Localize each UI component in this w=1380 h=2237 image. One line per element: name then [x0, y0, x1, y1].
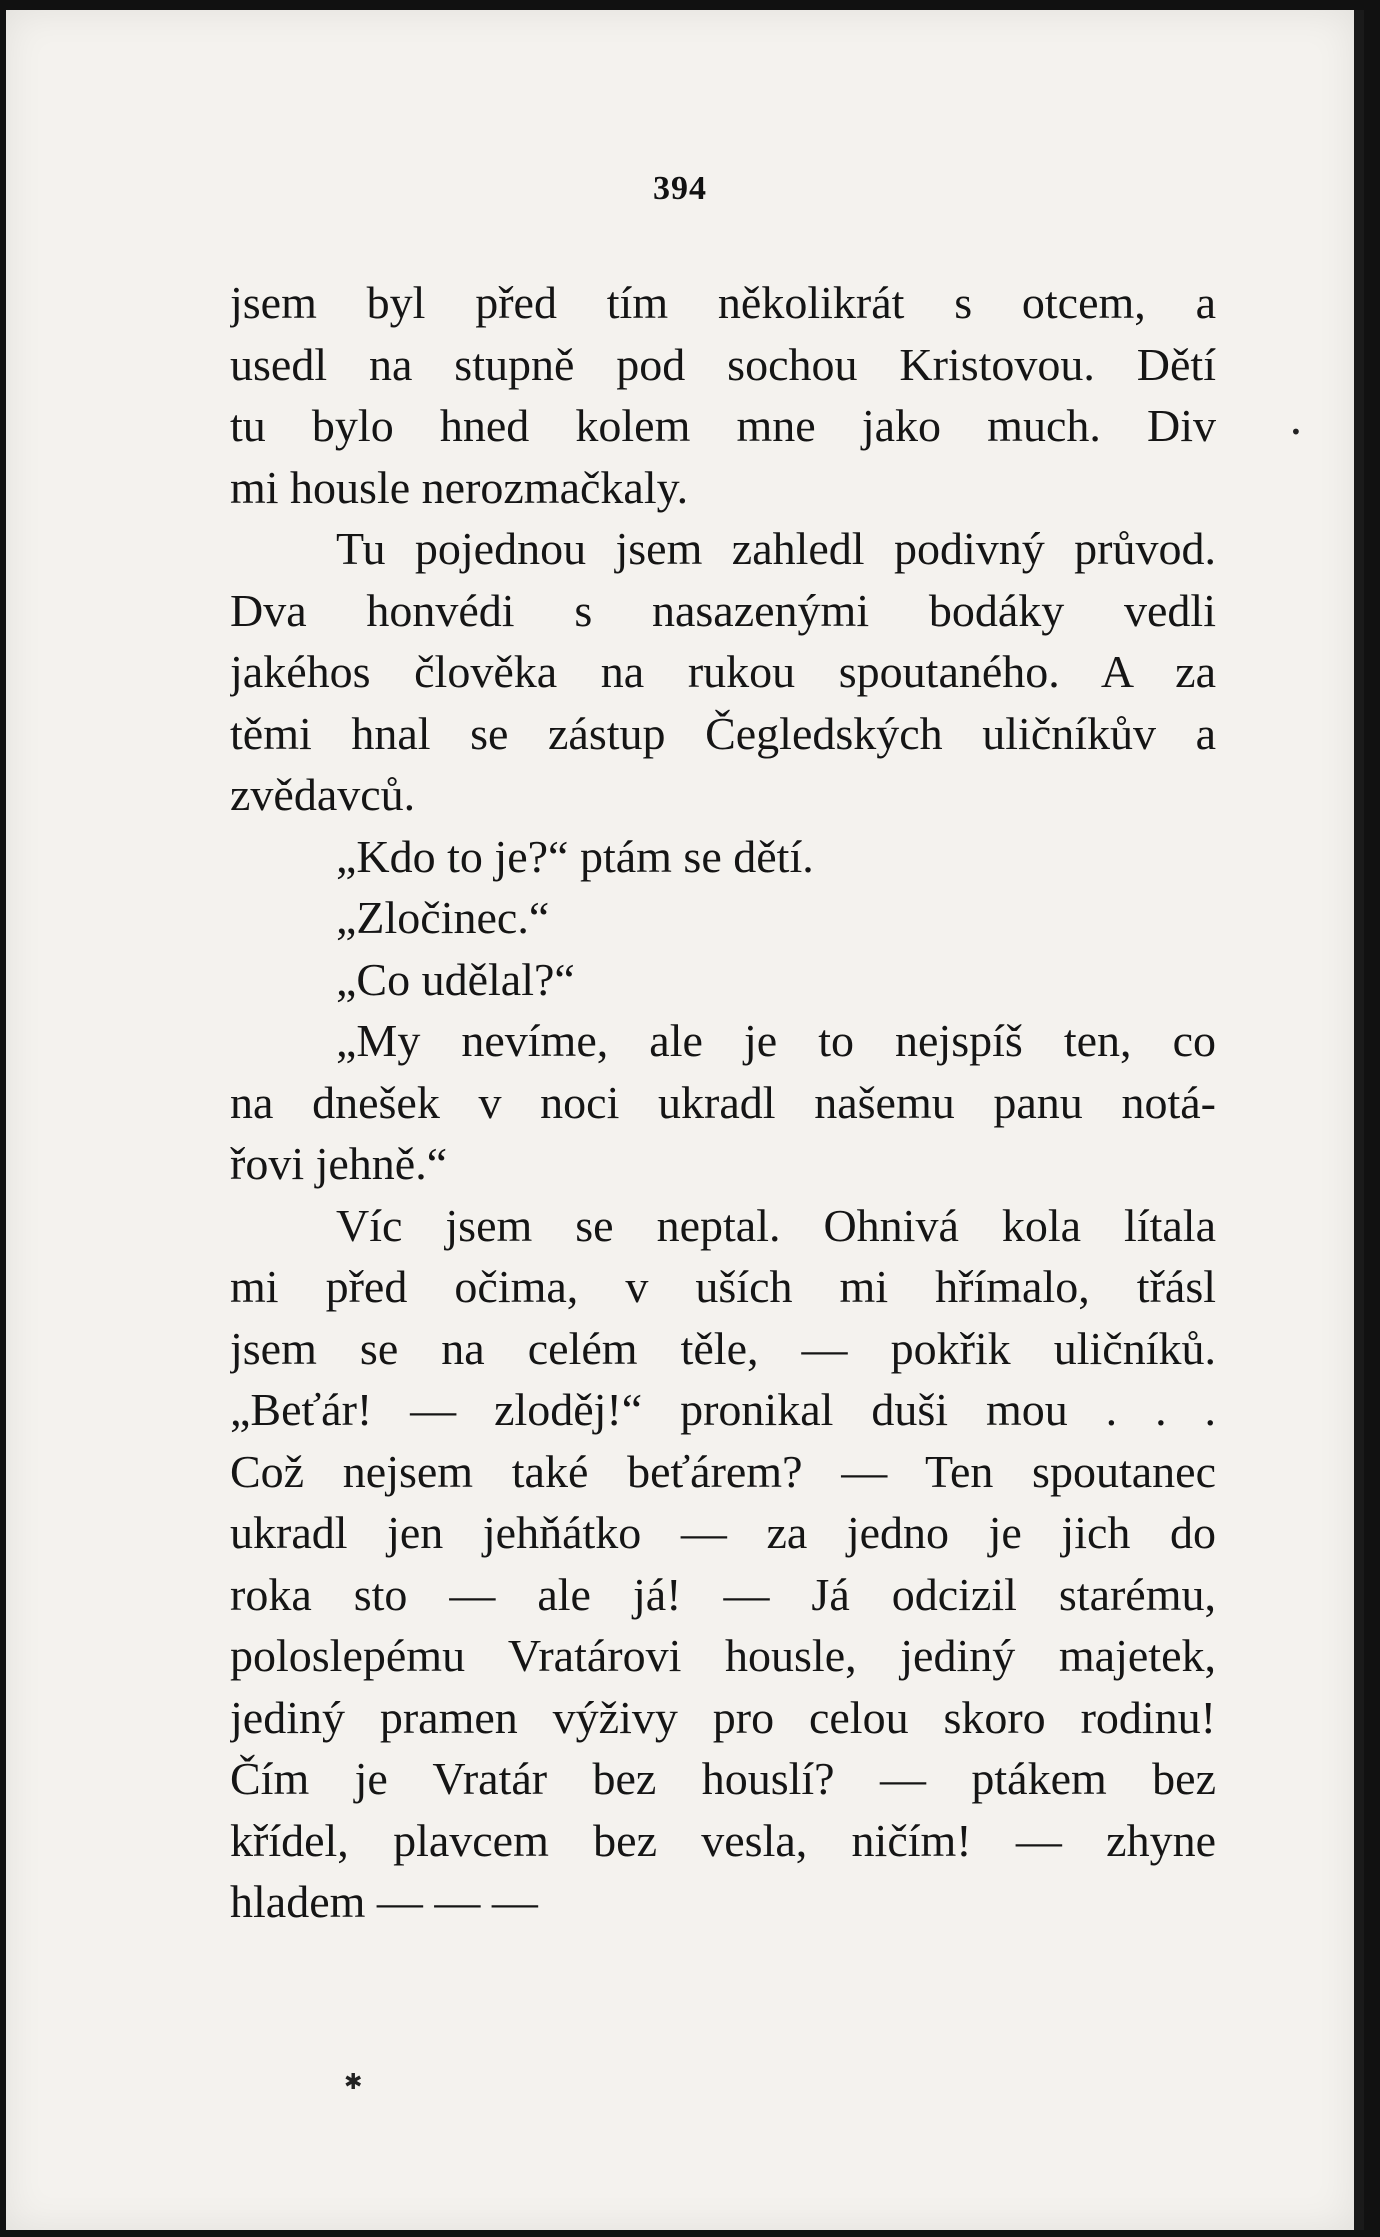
text-line: jsem byl před tím několikrát s otcem, a [230, 277, 1216, 328]
text-line: Tu pojednou jsem zahledl podivný průvod. [336, 523, 1216, 574]
paragraph [230, 1010, 1216, 1195]
text-line: křídel, plavcem bez vesla, ničím! — zhyne [230, 1814, 1216, 1866]
text-line: mi před očima, v uších mi hřímalo, třásl [230, 1261, 1216, 1312]
text-line: Což nejsem také beťárem? — Ten spoutanec [230, 1445, 1216, 1497]
paragraph [230, 272, 1216, 518]
text-line: mi housle nerozmačkaly. [230, 461, 689, 513]
text-line: „Beťár! — zloděj!“ pronikal duši mou . . . [230, 1384, 1216, 1435]
book-page [6, 10, 1364, 2230]
body-text [230, 272, 1216, 1933]
text-line: Dva honvédi s nasazenými bodáky vedli [230, 584, 1216, 636]
text-line: Čím je Vratár bez houslí? — ptákem bez [230, 1753, 1216, 1804]
print-speck: ✱ [344, 2070, 363, 2095]
text-line: těmi hnal se zástup Čegledských uličníkův a [230, 707, 1216, 759]
text-line: „Kdo to je?“ ptám se dětí. [336, 830, 814, 882]
text-line: „My nevíme, ale je to nejspíš ten, co [336, 1015, 1216, 1066]
text-line: poloslepému Vratárovi housle, jediný majetek, [230, 1630, 1216, 1681]
page-number: 394 [653, 170, 707, 207]
text-line: jsem se na celém těle, — pokřik uličníků. [230, 1322, 1216, 1374]
paragraph [230, 1195, 1216, 1933]
text-line: ukradl jen jehňátko — za jedno je jich do [230, 1507, 1216, 1558]
text-line: zvědavců. [230, 769, 416, 820]
text-line: řovi jehně.“ [230, 1138, 448, 1189]
paragraph [230, 887, 1216, 949]
paragraph [230, 826, 1216, 888]
paragraph [230, 949, 1216, 1011]
text-line: jediný pramen výživy pro celou skoro rodinu! [230, 1691, 1216, 1743]
text-line: hladem — — — [230, 1876, 538, 1927]
text-line: tu bylo hned kolem mne jako much. Div [230, 400, 1216, 451]
text-line: „Zločinec.“ [336, 892, 550, 943]
text-line: na dnešek v noci ukradl našemu panu notá- [230, 1076, 1216, 1128]
print-speck: • [1290, 420, 1302, 444]
text-line: roka sto — ale já! — Já odcizil starému, [230, 1568, 1216, 1620]
text-line: „Co udělal?“ [336, 953, 575, 1005]
text-line: usedl na stupně pod sochou Kristovou. Dětí [230, 338, 1216, 390]
paragraph [230, 518, 1216, 826]
text-line: jakéhos člověka na rukou spoutaného. A za [230, 646, 1216, 697]
text-line: Víc jsem se neptal. Ohnivá kola lítala [336, 1199, 1216, 1251]
